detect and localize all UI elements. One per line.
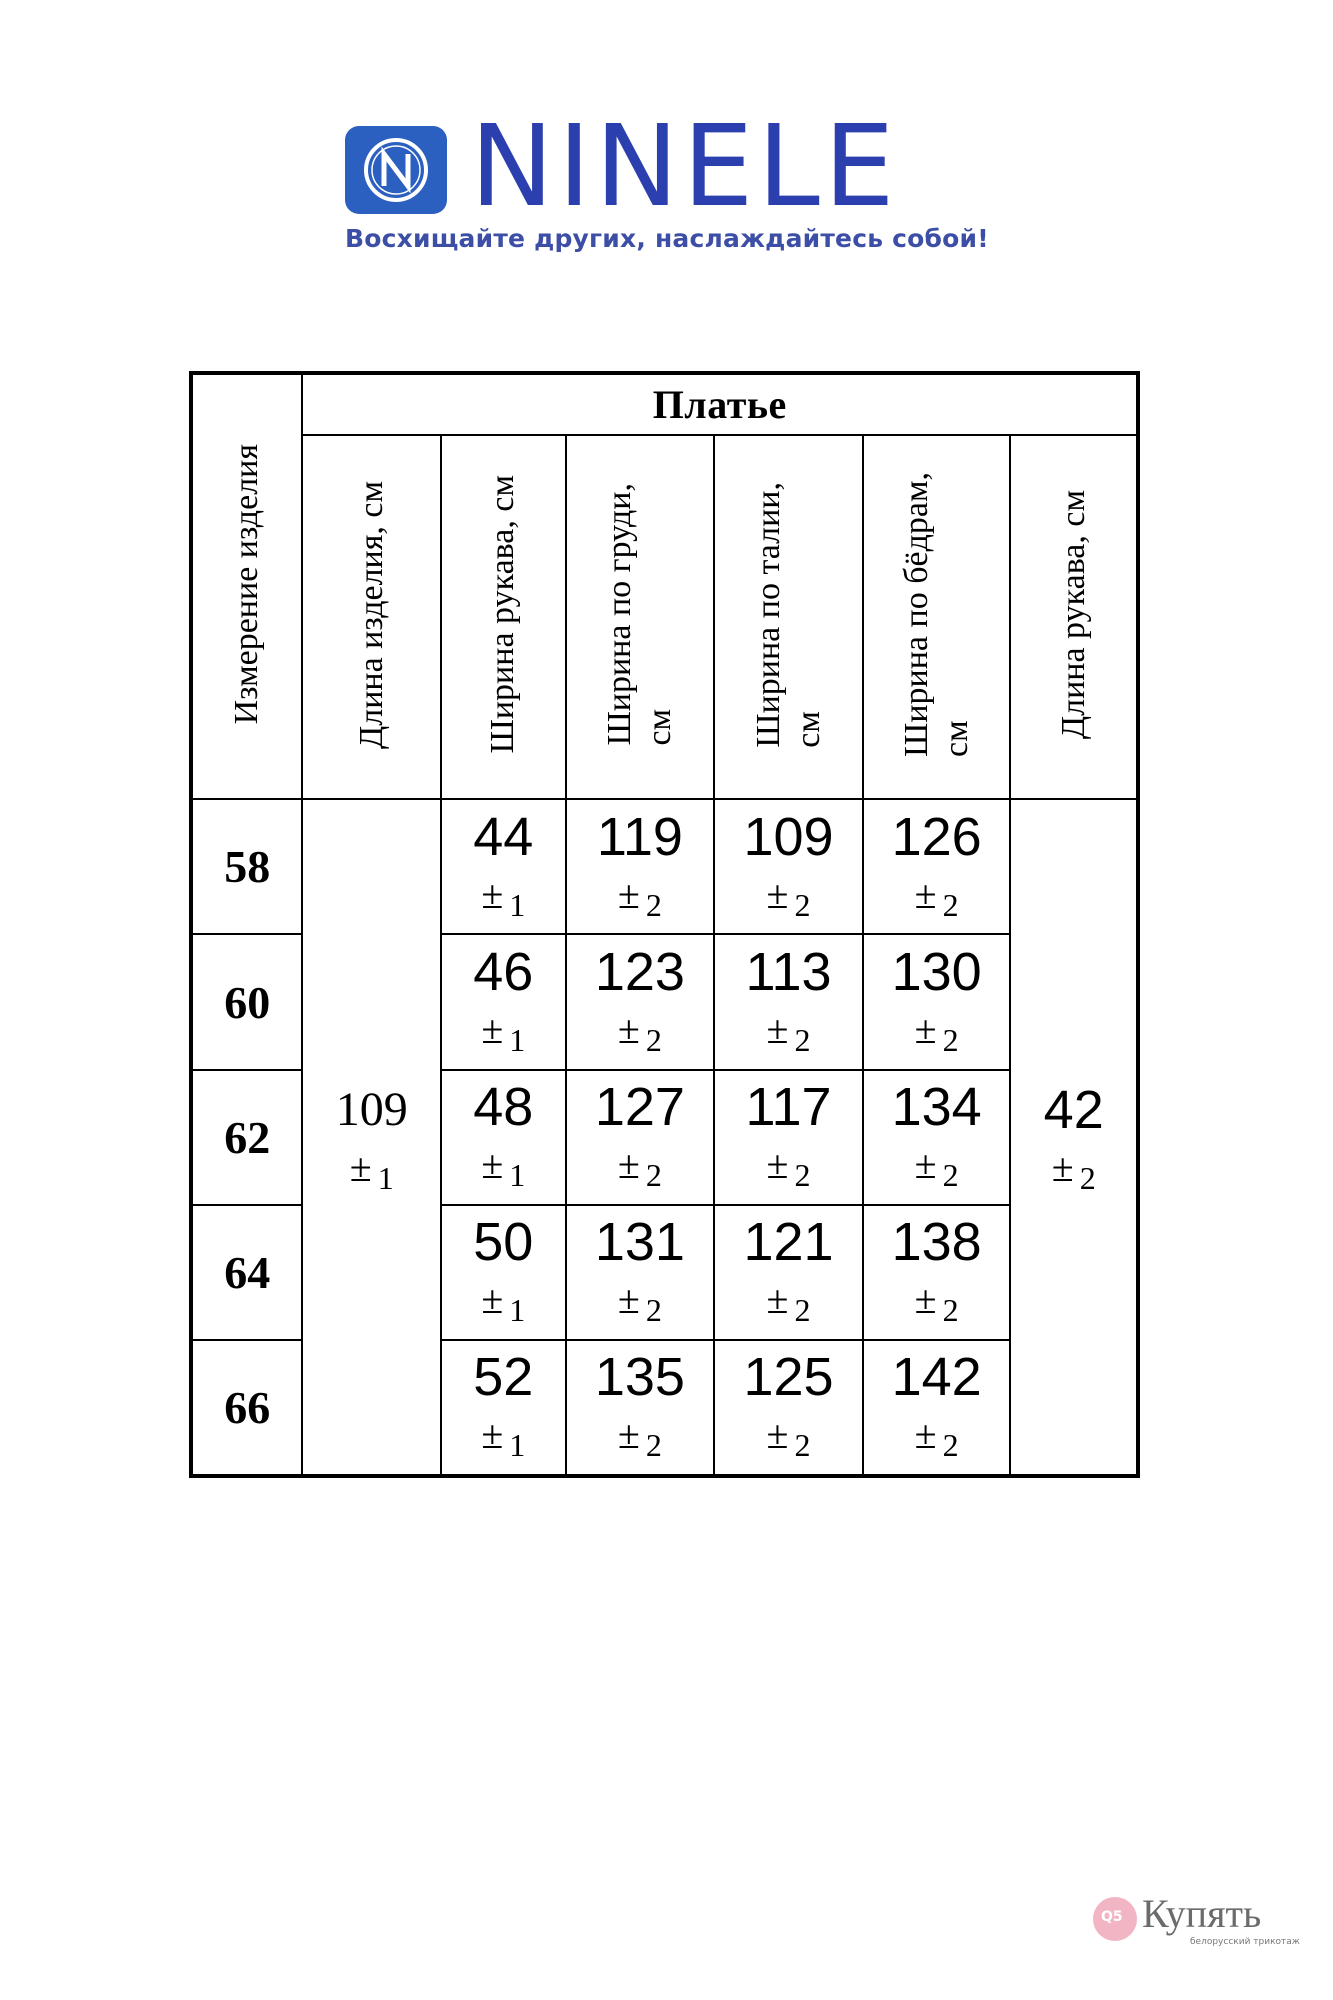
tolerance-sign: ± — [617, 1277, 640, 1323]
table-cell — [441, 934, 566, 1069]
table-cell — [441, 1070, 566, 1205]
tolerance-sign: ± — [914, 1412, 937, 1458]
tolerance-sign: ± — [617, 1412, 640, 1458]
table-cell — [714, 1070, 863, 1205]
tolerance-value: 2 — [942, 1022, 959, 1059]
tolerance-value: 2 — [645, 1427, 662, 1464]
cell-value: 46 — [473, 942, 534, 1003]
tolerance-value: 2 — [645, 1292, 662, 1329]
table-cell — [863, 799, 1011, 934]
tolerance-value: 2 — [645, 886, 662, 923]
tolerance-value: 1 — [509, 1157, 526, 1194]
watermark-subtext: белорусский трикотаж — [1190, 1937, 1300, 1947]
column-header — [714, 435, 863, 799]
cell-value: 117 — [745, 1077, 832, 1138]
column-header — [1010, 435, 1138, 799]
tolerance-sign: ± — [766, 1007, 789, 1053]
brand-tagline: Восхищайте других, наслаждайтесь собой! — [345, 224, 989, 253]
table-cell — [566, 1340, 715, 1476]
cell-value: 134 — [891, 1077, 982, 1138]
size-table — [189, 371, 1140, 1478]
size-cell: 62 — [191, 1070, 302, 1205]
cell-value: 135 — [594, 1347, 685, 1408]
tolerance-sign: ± — [617, 871, 640, 917]
cell-value: 127 — [594, 1077, 685, 1138]
brand-name: NINELE — [470, 102, 899, 232]
tolerance-sign: ± — [766, 871, 789, 917]
tolerance-value: 2 — [794, 1022, 811, 1059]
cell-value: 130 — [891, 942, 982, 1003]
tolerance-sign: ± — [481, 1142, 504, 1188]
column-header-label: Ширина по талии, см — [749, 481, 827, 748]
table-cell — [863, 1340, 1011, 1476]
length-cell — [302, 799, 441, 1476]
tolerance-sign: ± — [766, 1412, 789, 1458]
tolerance-value: 1 — [509, 1427, 526, 1464]
cell-value: 48 — [473, 1077, 534, 1138]
column-header — [566, 435, 715, 799]
table-cell — [863, 1070, 1011, 1205]
cell-value: 44 — [473, 806, 534, 867]
tolerance-value: 2 — [794, 1292, 811, 1329]
table-cell — [566, 799, 715, 934]
size-cell: 66 — [191, 1340, 302, 1476]
cell-value: 113 — [745, 942, 832, 1003]
table-cell — [566, 934, 715, 1069]
tolerance-sign: ± — [481, 1277, 504, 1323]
tolerance-value: 1 — [509, 1022, 526, 1059]
cell-value: 126 — [891, 806, 982, 867]
cell-value: 138 — [891, 1212, 982, 1273]
sleeve-length-cell — [1010, 799, 1138, 1476]
row-header-cell — [191, 373, 302, 799]
size-cell: 64 — [191, 1205, 302, 1340]
column-header — [441, 435, 566, 799]
garment-title: Платье — [302, 373, 1138, 435]
tolerance-sign: ± — [481, 871, 504, 917]
tolerance-value: 1 — [509, 1292, 526, 1329]
sleeve-length-value: 42 — [1043, 1080, 1104, 1141]
tolerance-value: 2 — [794, 1427, 811, 1464]
tolerance-value: 2 — [942, 886, 959, 923]
table-cell — [863, 1205, 1011, 1340]
table-cell — [714, 1340, 863, 1476]
column-header-label: Ширина по бёдрам, см — [897, 472, 975, 758]
tolerance-value: 2 — [942, 1157, 959, 1194]
tolerance-value: 1 — [377, 1160, 394, 1197]
cell-value: 142 — [891, 1347, 982, 1408]
column-header-label: Длина изделия, см — [352, 480, 390, 749]
cell-value: 50 — [473, 1212, 534, 1273]
tolerance-sign: ± — [914, 871, 937, 917]
cell-value: 52 — [473, 1347, 534, 1408]
tolerance-sign: ± — [914, 1142, 937, 1188]
column-header — [863, 435, 1011, 799]
table-cell — [441, 1340, 566, 1476]
table-cell — [714, 799, 863, 934]
tolerance-value: 2 — [794, 1157, 811, 1194]
tolerance-value: 2 — [1079, 1160, 1096, 1197]
tolerance-value: 2 — [942, 1427, 959, 1464]
cell-value: 121 — [743, 1212, 834, 1273]
cell-value: 109 — [743, 806, 834, 867]
tolerance-value: 2 — [794, 886, 811, 923]
column-header-label: Ширина по груди, см — [600, 483, 678, 746]
badge-text: Q5 — [1101, 1909, 1123, 1925]
table-cell — [441, 799, 566, 934]
table-cell — [714, 934, 863, 1069]
tolerance-value: 2 — [645, 1022, 662, 1059]
table-cell — [566, 1070, 715, 1205]
tolerance-sign: ± — [766, 1142, 789, 1188]
table-cell — [714, 1205, 863, 1340]
tolerance-sign: ± — [914, 1277, 937, 1323]
tolerance-sign: ± — [617, 1142, 640, 1188]
tolerance-sign: ± — [481, 1007, 504, 1053]
cell-value: 123 — [594, 942, 685, 1003]
tolerance-sign: ± — [617, 1007, 640, 1053]
length-value: 109 — [335, 1083, 408, 1137]
tolerance-value: 2 — [645, 1157, 662, 1194]
tolerance-sign: ± — [1051, 1145, 1074, 1191]
column-header-label: Ширина рукава, см — [484, 475, 522, 754]
cell-value: 131 — [594, 1212, 685, 1273]
size-cell: 60 — [191, 934, 302, 1069]
kupyat-badge-icon — [1093, 1897, 1137, 1941]
ninele-logo-icon — [345, 126, 447, 214]
table-cell — [441, 1205, 566, 1340]
column-header — [302, 435, 441, 799]
tolerance-sign: ± — [914, 1007, 937, 1053]
tolerance-value: 2 — [942, 1292, 959, 1329]
watermark-text: Купять — [1142, 1891, 1262, 1936]
table-cell — [566, 1205, 715, 1340]
row-header-label: Измерение изделия — [228, 443, 266, 725]
tolerance-sign: ± — [481, 1412, 504, 1458]
tolerance-value: 1 — [509, 886, 526, 923]
size-cell: 58 — [191, 799, 302, 934]
column-header-label: Длина рукава, см — [1054, 490, 1092, 740]
tolerance-sign: ± — [349, 1145, 372, 1191]
cell-value: 119 — [596, 806, 683, 867]
tolerance-sign: ± — [766, 1277, 789, 1323]
cell-value: 125 — [743, 1347, 834, 1408]
table-row — [191, 799, 1138, 934]
table-cell — [863, 934, 1011, 1069]
